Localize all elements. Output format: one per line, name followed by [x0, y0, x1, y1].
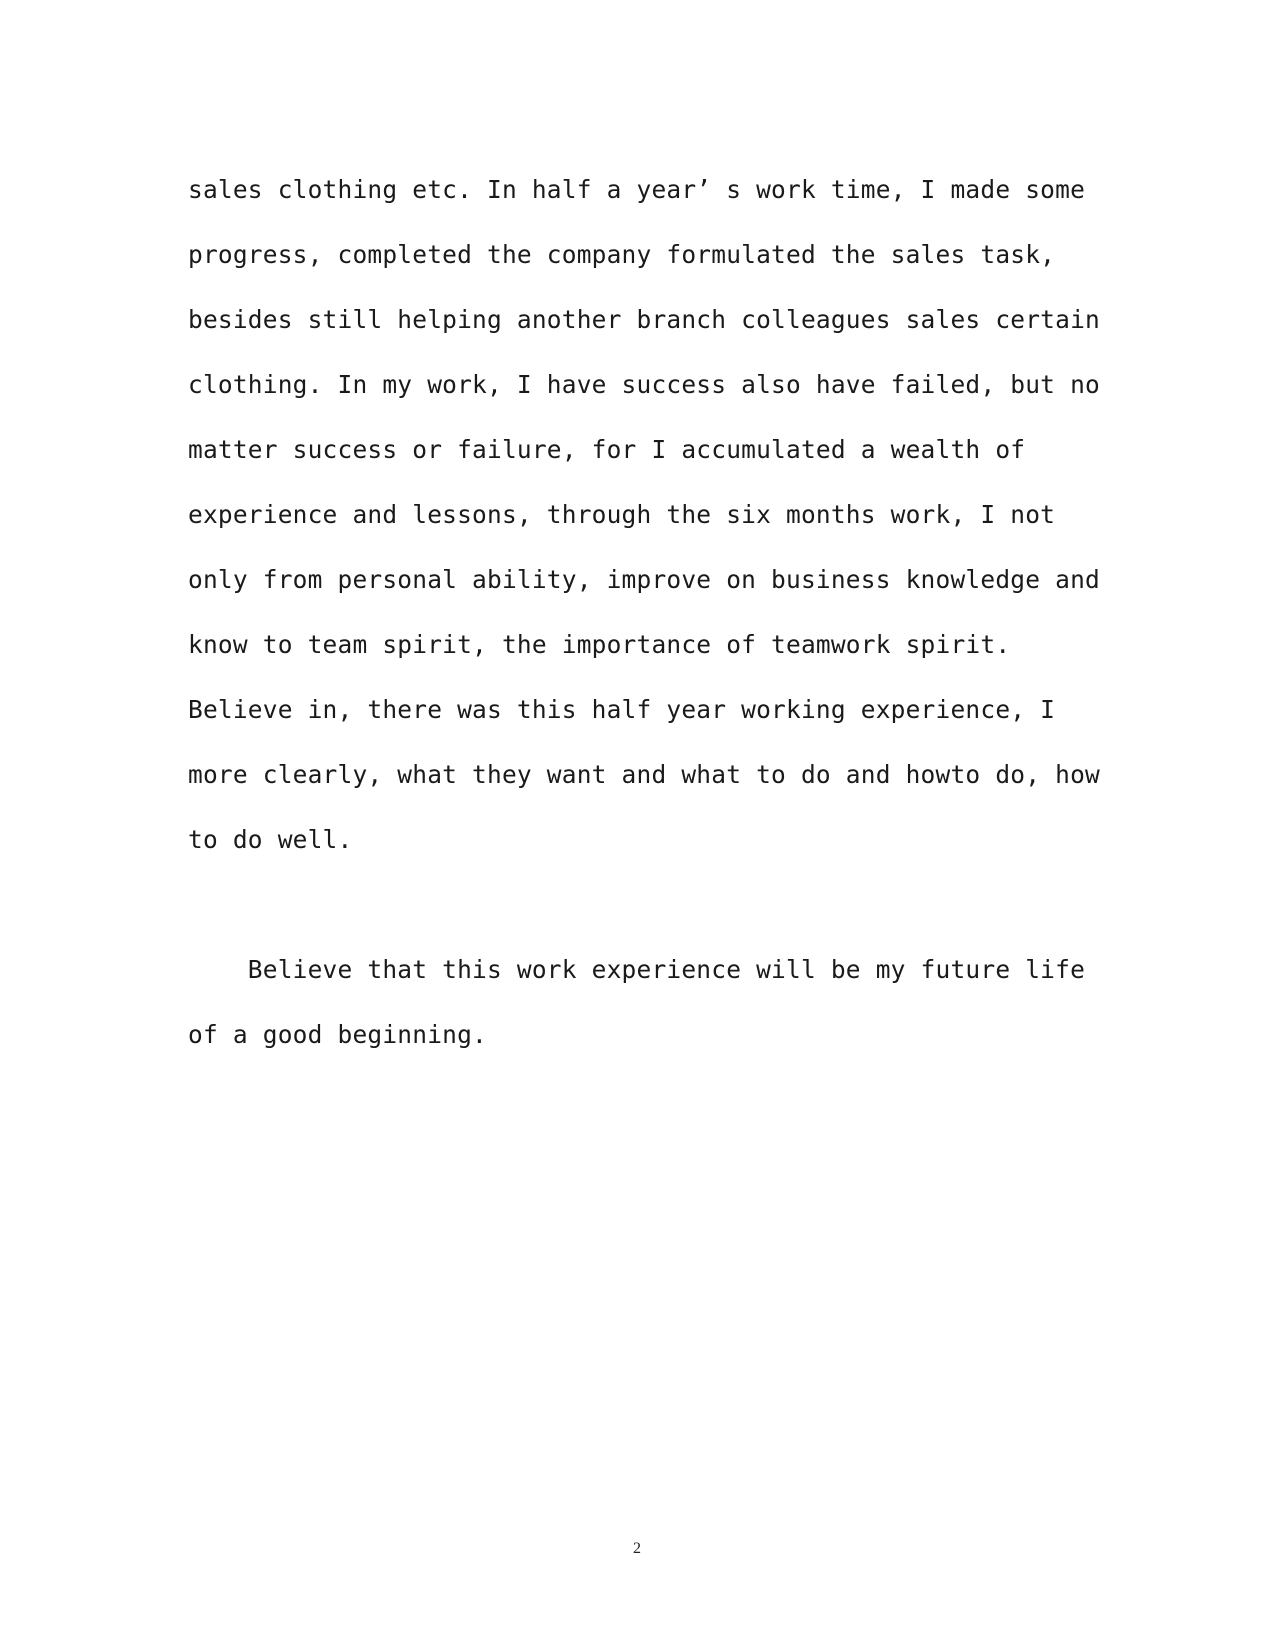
text-line: sales clothing etc. In half a year’ s work time, I made some	[188, 175, 1086, 204]
text-line: to do well.	[188, 825, 353, 854]
text-line: clothing. In my work, I have success also have failed, but no	[188, 370, 1100, 399]
text-line: Believe in, there was this half year working experience, I	[188, 695, 1056, 724]
text-line: Believe that this work experience will be my future life	[188, 955, 1086, 984]
text-line: only from personal ability, improve on business knowledge and	[188, 565, 1100, 594]
text-line: progress, completed the company formulated the sales task,	[188, 240, 1056, 269]
page-number: 2	[633, 1540, 641, 1557]
text-line: matter success or failure, for I accumulated a wealth of	[188, 435, 1026, 464]
text-line: more clearly, what they want and what to do and howto do, how	[188, 760, 1100, 789]
text-line: know to team spirit, the importance of teamwork spirit.	[188, 630, 1011, 659]
text-line: experience and lessons, through the six months work, I not	[188, 500, 1056, 529]
text-line: of a good beginning.	[188, 1020, 488, 1049]
text-line: besides still helping another branch colleagues sales certain	[188, 305, 1100, 334]
